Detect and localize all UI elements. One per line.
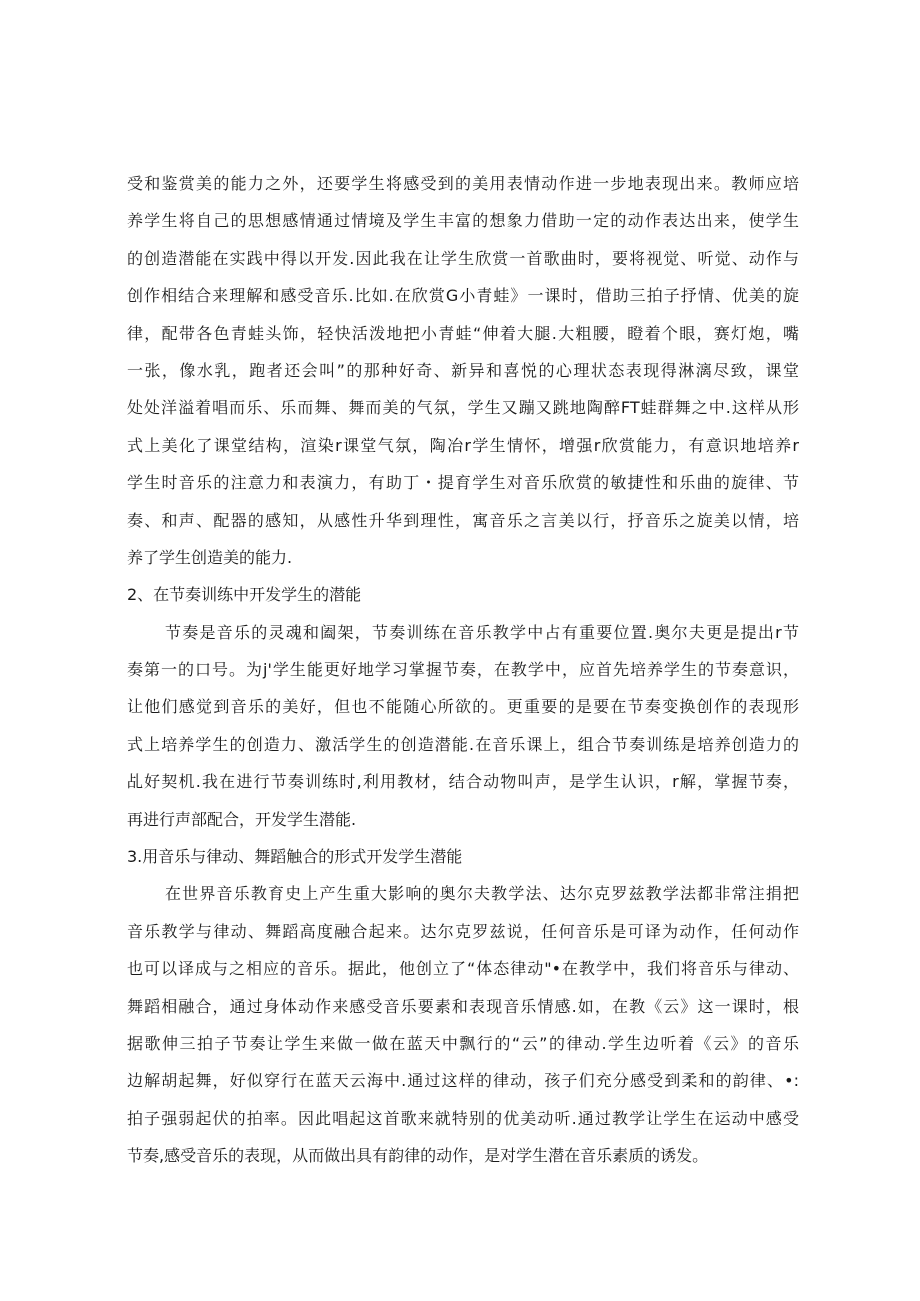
text-line: 音乐教学与律动、舞蹈高度融合起来。达尔克罗兹说，任何音乐是可译为动作，任何动作	[127, 921, 799, 941]
text-line: 养学生将自己的思想感情通过情境及学生丰富的想象力借助一定的动作表达出来，使学生	[127, 211, 799, 231]
text-line: 据歌伸三拍子节奏让学生来做一做在蓝天中飘行的“云”的律动.学生边听着《云》的音乐	[127, 1033, 799, 1053]
text-line: 奏第一的口号。为j'学生能更好地学习掌握节奏，在教学中，应首先培养学生的节奏意识，	[127, 660, 799, 680]
text-line: 让他们感觉到音乐的美好，但也不能随心所欲的。更重要的是要在节奏变换创作的表现形	[127, 697, 799, 717]
text-line: 拍子强弱起伏的拍率。因此唱起这首歌来就特别的优美动听.通过教学让学生在运动中感受	[127, 1108, 799, 1128]
text-line: 式上培养学生的创造力、激活学生的创造潜能.在音乐课上，组合节奏训练是培养创造力的	[127, 734, 799, 754]
text-line: 也可以译成与之相应的音乐。据此，他创立了“体态律动"•在教学中，我们将音乐与律动、	[127, 959, 799, 979]
section-heading-2: 2、在节奏训练中开发学生的潜能	[127, 585, 362, 605]
section-heading-3: 3.用音乐与律动、舞蹈触合的形式开发学生潜能	[127, 847, 463, 867]
paragraph-2	[127, 614, 799, 838]
text-line: 养了学生创造美的能力.	[127, 547, 293, 567]
text-line: 一张，像水乳，跑者还会叫”的那种好奇、新异和喜悦的心理状态表现得淋漓尽致，课堂	[127, 360, 799, 380]
document-body	[127, 165, 799, 1175]
text-line: 舞蹈相融合，通过身体动作来感受音乐要素和表现音乐情感.如，在教《云》这一课时，根	[127, 996, 799, 1016]
text-line: 奏、和声、配器的感知，从感性升华到理性，寓音乐之言美以行，抒音乐之旋美以情，培	[127, 510, 799, 530]
text-line: 受和鉴赏美的能力之外，还要学生将感受到的美用表情动作进一步地表现出来。教师应培	[127, 174, 799, 193]
text-line: 律，配带各色青蛙头饰，轻快活泼地把小青蛙“伸着大腿.大粗腰，瞪着个眼，赛灯炮，嘴	[127, 323, 799, 343]
text-line: 的创造潜能在实践中得以开发.因此我在让学生欣赏一首歌曲时，要将视觉、听觉、动作与	[127, 248, 799, 268]
text-line: 创作相结合来理解和感受音乐.比如.在欣赏G小青蛙》一课时，借助三拍子抒情、优美的旋	[127, 286, 799, 306]
text-line: 乩好契机.我在进行节奏训练时,利用教材，结合动物叫声，是学生认识，r解，掌握节奏，	[127, 772, 799, 792]
text-line: 在世界音乐教育史上产生重大影响的奥尔夫教学法、达尔克罗兹教学法都非常注捐把	[165, 884, 799, 904]
text-line: 式上美化了课堂结构，渲染r课堂气氛，陶冶r学生情怀，增强r欣赏能力，有意识地培养r	[127, 435, 799, 455]
text-line: 节奏是音乐的灵魂和阖架，节奏训练在音乐教学中占有重要位置.奥尔夫更是提出r节	[165, 622, 799, 642]
paragraph-3	[127, 875, 799, 1174]
text-line: 处处洋溢着唱而乐、乐而舞、舞而美的气氛，学生又蹦又跳地陶醉FT蛙群舞之中.这样从形	[127, 398, 799, 418]
text-line: 再进行声部配合，开发学生潜能.	[127, 809, 357, 829]
text-line: 学生时音乐的注意力和表演力，有助丁・提育学生对音乐欣赏的敏捷性和乐曲的旋律、节	[127, 473, 799, 493]
text-line: 节奏,感受音乐的表现，从而做出具有韵律的动作，是对学生潜在音乐素质的诱发。	[127, 1146, 709, 1166]
text-line: 边解胡起舞，好似穿行在蓝天云海中.通过这样的律动，孩子们充分感受到柔和的韵律、•:	[127, 1071, 799, 1091]
paragraph-1	[127, 165, 799, 576]
